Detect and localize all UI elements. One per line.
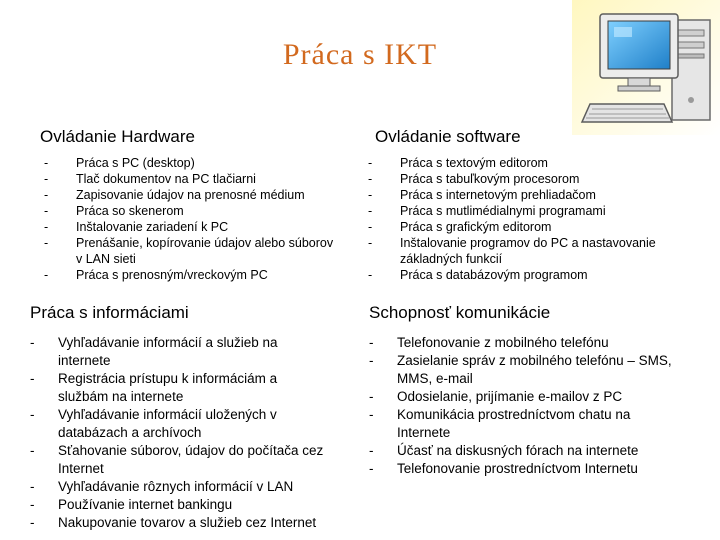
list-item-text: Práca s internetovým prehliadačom <box>400 188 596 202</box>
list-item <box>44 171 340 187</box>
bullet-dash: - <box>44 236 49 250</box>
bullet-dash: - <box>30 407 35 422</box>
list-item-text: Používanie internet bankingu <box>58 497 233 512</box>
list-item <box>30 514 350 532</box>
list-item <box>369 388 679 406</box>
list-item <box>368 171 675 187</box>
section-communication <box>369 303 679 478</box>
list-item-text: Sťahovanie súborov, údajov do počítača cez Internet <box>58 443 324 476</box>
list-item-text: Telefonovanie z mobilného telefónu <box>397 335 609 350</box>
bullet-dash: - <box>44 204 49 218</box>
bullet-dash: - <box>44 220 49 234</box>
list-item-text: Práca s PC (desktop) <box>76 156 195 170</box>
list-item <box>30 442 368 478</box>
list-item-text: Zapisovanie údajov na prenosné médium <box>76 188 305 202</box>
bullet-dash: - <box>30 479 35 494</box>
bullet-dash: - <box>369 335 374 350</box>
list-item <box>368 267 675 283</box>
list-item <box>30 334 318 370</box>
list-item <box>30 496 350 514</box>
bullet-dash: - <box>368 220 373 234</box>
bullet-dash: - <box>368 156 373 170</box>
list-item-text: Práca s grafickým editorom <box>400 220 552 234</box>
section-heading: Práca s informáciami <box>30 303 189 322</box>
list-item <box>44 203 340 219</box>
bullet-dash: - <box>30 335 35 350</box>
section-heading: Ovládanie software <box>375 127 521 146</box>
list-item-text: Nakupovanie tovarov a služieb cez Internet <box>58 515 317 530</box>
bullet-dash: - <box>368 268 373 282</box>
list-item <box>44 187 340 203</box>
bullet-dash: - <box>30 497 35 512</box>
list-item <box>30 370 298 406</box>
list-item-text: Zasielanie správ z mobilného telefónu – SMS, MMS, e-mail <box>397 353 672 386</box>
list-item <box>368 219 675 235</box>
list-item-text: Práca s prenosným/vreckovým PC <box>76 268 268 282</box>
list-item-text: Inštalovanie programov do PC a nastavovanie základných funkcií <box>400 236 656 266</box>
list-item <box>44 219 340 235</box>
bullet-dash: - <box>368 172 373 186</box>
section-information <box>30 303 350 532</box>
bullet-dash: - <box>44 188 49 202</box>
list-item-text: Práca s mutlimédialnymi programami <box>400 204 606 218</box>
list-item-text: Registrácia prístupu k informáciám a službám na internete <box>58 371 278 404</box>
list-item <box>30 406 318 442</box>
list-item-text: Práca so skenerom <box>76 204 184 218</box>
section-hardware <box>40 127 340 283</box>
bullet-dash: - <box>44 156 49 170</box>
bullet-dash: - <box>30 515 35 530</box>
desktop-computer-illustration <box>572 0 720 135</box>
list-item <box>44 267 340 283</box>
list-item-text: Vyhľadávanie informácií uložených v databázach a archívoch <box>58 407 277 440</box>
list-item-text: Odosielanie, prijímanie e-mailov z PC <box>397 389 623 404</box>
list-item <box>368 235 665 267</box>
bullet-dash: - <box>369 407 374 422</box>
bullet-dash: - <box>30 443 35 458</box>
list-item-text: Prenášanie, kopírovanie údajov alebo súborov v LAN sieti <box>76 236 334 266</box>
list-item-text: Inštalovanie zariadení k PC <box>76 220 229 234</box>
list-item <box>369 334 679 352</box>
list-item <box>369 406 675 442</box>
list-item-text: Práca s tabuľkovým procesorom <box>400 172 580 186</box>
section-list <box>368 155 675 283</box>
list-item-text: Práca s databázovým programom <box>400 268 588 282</box>
bullet-dash: - <box>368 236 373 250</box>
list-item <box>44 235 336 267</box>
list-item-text: Telefonovanie prostredníctvom Internetu <box>397 461 638 476</box>
bullet-dash: - <box>369 389 374 404</box>
section-software <box>368 127 675 283</box>
bullet-dash: - <box>369 443 374 458</box>
list-item-text: Vyhľadávanie informácií a služieb na internete <box>58 335 278 368</box>
page-title: Práca s IKT <box>282 38 438 71</box>
bullet-dash: - <box>44 268 49 282</box>
list-item <box>369 460 679 478</box>
list-item-text: Komunikácia prostredníctvom chatu na Internete <box>397 407 631 440</box>
bullet-dash: - <box>30 371 35 386</box>
list-item <box>369 442 679 460</box>
list-item <box>369 352 679 388</box>
section-heading: Ovládanie Hardware <box>40 127 195 146</box>
list-item <box>44 155 340 171</box>
list-item-text: Práca s textovým editorom <box>400 156 548 170</box>
section-list <box>30 334 350 532</box>
list-item-text: Vyhľadávanie rôznych informácií v LAN <box>58 479 294 494</box>
list-item <box>368 187 675 203</box>
list-item <box>30 478 350 496</box>
bullet-dash: - <box>369 353 374 368</box>
bullet-dash: - <box>44 172 49 186</box>
list-item <box>368 203 675 219</box>
bullet-dash: - <box>368 188 373 202</box>
list-item-text: Tlač dokumentov na PC tlačiarni <box>76 172 256 186</box>
list-item <box>368 155 675 171</box>
bullet-dash: - <box>368 204 373 218</box>
bullet-dash: - <box>369 461 374 476</box>
list-item-text: Účasť na diskusných fórach na internete <box>397 443 639 458</box>
section-list <box>44 155 340 283</box>
section-heading: Schopnosť komunikácie <box>369 303 551 322</box>
section-list <box>369 334 679 478</box>
